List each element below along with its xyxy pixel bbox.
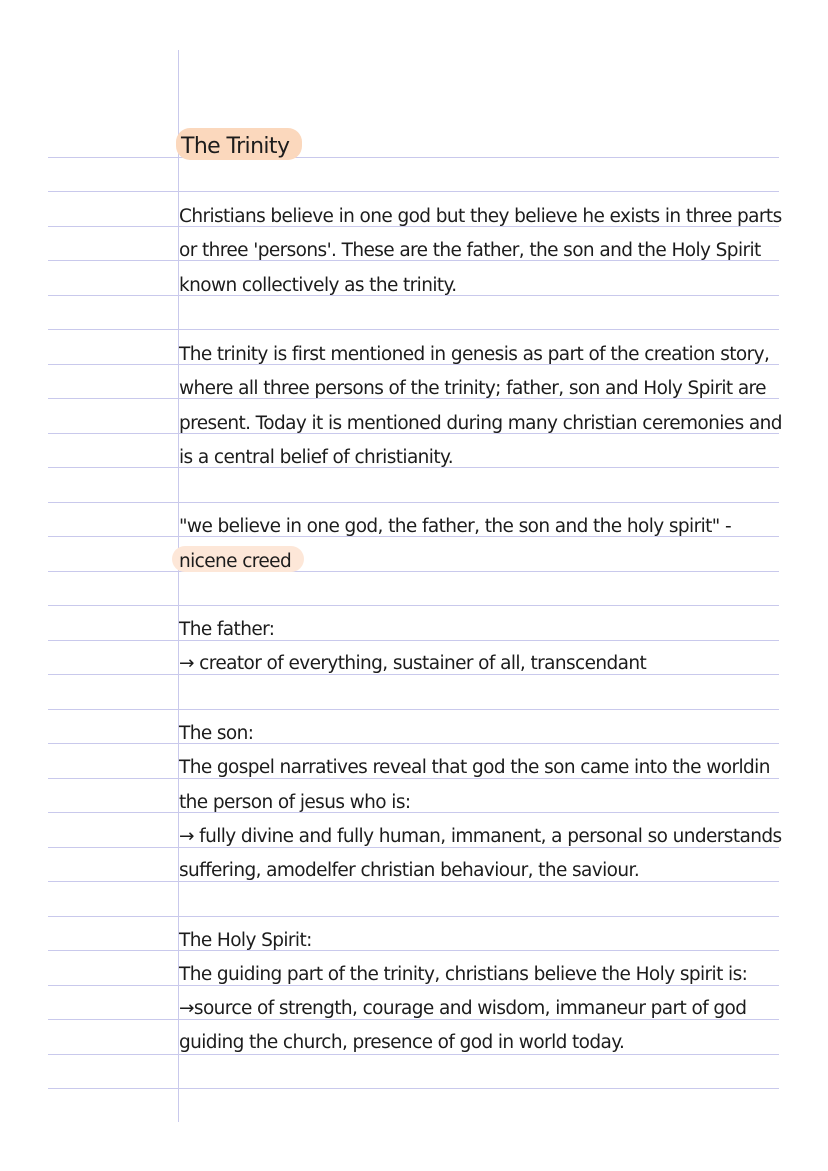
ruled-line bbox=[48, 1054, 779, 1055]
ruled-line bbox=[48, 502, 779, 503]
ruled-line bbox=[48, 743, 779, 744]
ruled-line bbox=[48, 950, 779, 951]
ruled-line bbox=[48, 191, 779, 192]
ruled-line bbox=[48, 640, 779, 641]
text-line: The trinity is first mentioned in genesis as part of the creation story, bbox=[179, 344, 770, 365]
text-line: The guiding part of the trinity, christians believe the Holy spirit is: bbox=[179, 964, 748, 985]
text-line: present. Today it is mentioned during many christian ceremonies and bbox=[179, 413, 782, 434]
quote-line: "we believe in one god, the father, the son and the holy spirit" - bbox=[179, 516, 732, 537]
text-line: The gospel narratives reveal that god the son came into the worldin bbox=[179, 757, 770, 778]
text-line: the person of jesus who is: bbox=[179, 792, 411, 813]
text-line: where all three persons of the trinity; father, son and Holy Spirit are bbox=[179, 378, 766, 399]
ruled-line bbox=[48, 916, 779, 917]
ruled-line bbox=[48, 571, 779, 572]
text-line: → fully divine and fully human, immanent, a personal so understands bbox=[179, 826, 782, 847]
text-line: →source of strength, courage and wisdom, immaneur part of god bbox=[179, 998, 747, 1019]
text-line: suffering, amodelfer christian behaviour, the saviour. bbox=[179, 860, 640, 881]
text-line: known collectively as the trinity. bbox=[179, 275, 457, 296]
quote-attribution: nicene creed bbox=[179, 551, 292, 572]
text-line: or three 'persons'. These are the father, the son and the Holy Spirit bbox=[179, 240, 761, 261]
ruled-line bbox=[48, 157, 779, 158]
section-heading: The Holy Spirit: bbox=[179, 930, 312, 951]
text-line: → creator of everything, sustainer of all, transcendant bbox=[179, 653, 647, 674]
ruled-line bbox=[48, 709, 779, 710]
ruled-line bbox=[48, 329, 779, 330]
section-heading: The father: bbox=[179, 619, 275, 640]
ruled-line bbox=[48, 605, 779, 606]
text-line: guiding the church, presence of god in world today. bbox=[179, 1032, 625, 1053]
text-line: Christians believe in one god but they believe he exists in three parts bbox=[179, 206, 782, 227]
page-title: The Trinity bbox=[181, 134, 290, 159]
ruled-line bbox=[48, 812, 779, 813]
section-heading: The son: bbox=[179, 723, 254, 744]
ruled-line bbox=[48, 1088, 779, 1089]
text-line: is a central belief of christianity. bbox=[179, 447, 453, 468]
